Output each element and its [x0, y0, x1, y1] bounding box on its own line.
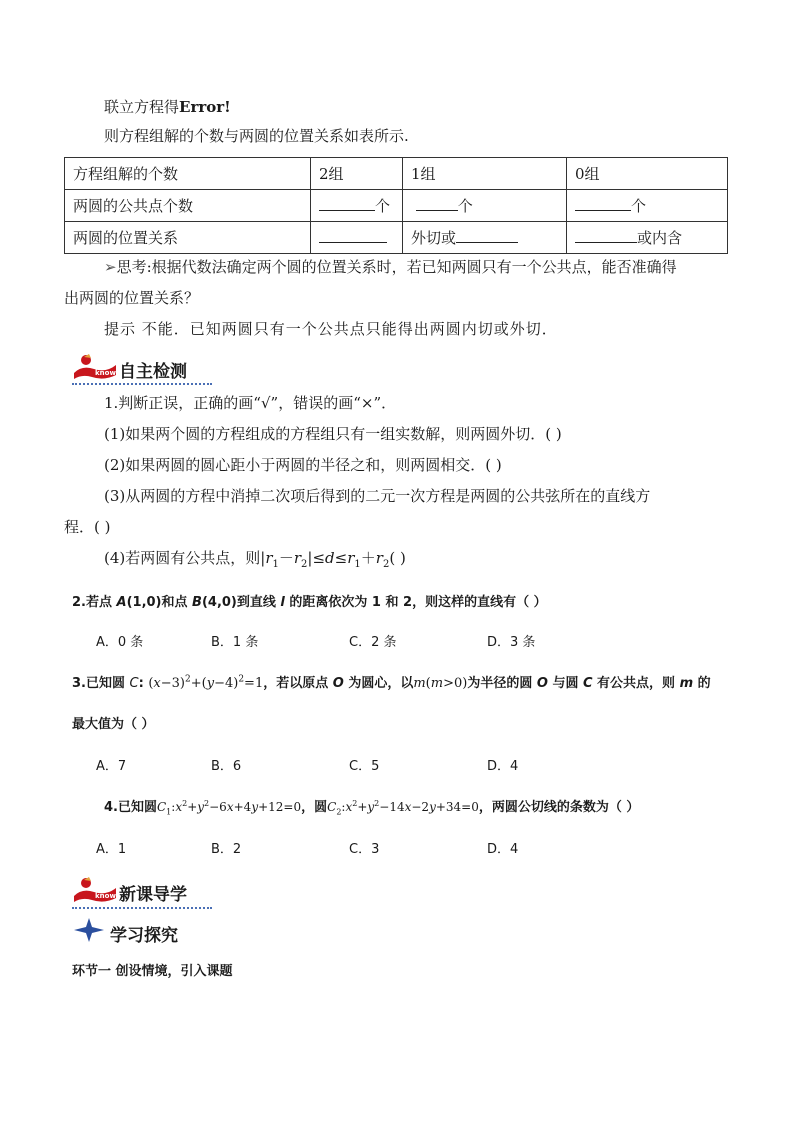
q2-option-a[interactable]: A．0 条: [96, 635, 144, 650]
table-cell: 两圆的位置关系: [65, 222, 311, 254]
q1-item: (3)从两圆的方程中消掉二次项后得到的二元一次方程是两圆的公共弦所在的直线方: [104, 487, 651, 505]
q4-stem: [104, 796, 639, 816]
star-icon: [74, 918, 104, 942]
q3-option-d[interactable]: D．4: [487, 759, 519, 774]
table-cell: [567, 222, 728, 254]
section-title-self-check: 自主检测: [119, 362, 187, 382]
q3-option-c[interactable]: C．5: [349, 759, 380, 774]
blank-prefix: 外切或: [411, 229, 457, 247]
section-title-new-lesson: 新课导学: [119, 885, 187, 905]
section-divider: [72, 907, 212, 909]
table-cell: [567, 190, 728, 222]
q2-stem-part: (4,0)到直线: [201, 595, 281, 610]
table-row: [65, 222, 728, 254]
q2-option-b[interactable]: B．1 条: [211, 635, 259, 650]
q1-item: 程．( ): [64, 518, 111, 536]
q3-stem-part: 3.已知圆: [72, 676, 130, 691]
stage-1-title: 环节一 创设情境，引入课题: [72, 964, 233, 979]
hint-text: 提示 不能．已知两圆只有一个公共点只能得出两圆内切或外切．: [104, 320, 558, 338]
q3-stem: 3.已知圆 C: $(x-3)^2+(y-4)^2=1$，若以原点 O 为圆心，以m(m>0)为半径的圆 O 与圆 C 有公共点，则 m 的: [72, 674, 711, 691]
q4-circle1-equation: $C_1:x^2+y^2-6x+4y+12=0$: [156, 799, 302, 817]
table-cell: 方程组解的个数: [65, 158, 311, 190]
think-line-2: 出两圆的位置关系？: [64, 289, 200, 307]
q3-radius-expr: m(m>0): [413, 676, 468, 691]
q2-option-c[interactable]: C．2 条: [349, 635, 397, 650]
q4-option-c[interactable]: C．3: [349, 842, 380, 857]
svg-text:know: know: [95, 369, 116, 377]
table-cell: [403, 190, 567, 222]
table-cell: [403, 222, 567, 254]
intro-line-1: [104, 97, 231, 117]
q4-circle2-equation: $C_2:x^2+y^2-14x-2y+34=0$: [327, 799, 479, 817]
table-cell: 1组: [403, 158, 567, 190]
think-label: 思考:: [116, 258, 152, 276]
q3-equation: $(x-3)^2+(y-4)^2=1$: [148, 674, 264, 691]
answer-blank: [575, 228, 637, 243]
answer-blank: [319, 228, 387, 243]
q3-stem-part: 与圆: [547, 676, 583, 691]
answer-blank: [319, 196, 375, 211]
table-row: [65, 190, 728, 222]
q3-stem-part: 为半径的圆: [467, 676, 537, 691]
error-text: Error!: [179, 98, 231, 116]
intro-text: 联立方程得: [104, 98, 180, 116]
think-text: 根据代数法确定两个圆的位置关系时，若已知两圆只有一个公共点，能否准确得: [151, 258, 677, 276]
q2-stem: 2.若点 A(1,0)和点 B(4,0)到直线 l 的距离依次为 1 和 2，则这样的直线有（ ）: [72, 595, 547, 610]
blank-suffix: 或内含: [637, 229, 683, 247]
q1-item-4: (4)若两圆有公共点，则$|r_1-r_2|\le d\le r_1+r_2$( ): [104, 549, 406, 570]
answer-blank: [456, 228, 518, 243]
blank-suffix: 个: [375, 197, 391, 215]
q1-item4-prefix: (4)若两圆有公共点，则|: [104, 549, 266, 567]
q3-stem-part: 的: [693, 676, 711, 691]
q3-stem-part: ，若以原点: [263, 676, 333, 691]
q4-option-b[interactable]: B．2: [211, 842, 242, 857]
blank-suffix: 个: [631, 197, 647, 215]
blank-suffix: 个: [457, 197, 473, 215]
q2-stem-part: (1,0)和点: [126, 595, 193, 610]
q2-stem-part: 2.若点: [72, 595, 117, 610]
intro-line-2: 则方程组解的个数与两圆的位置关系如表所示.: [104, 127, 409, 145]
q1-item: (2)如果两圆的圆心距小于两圆的半径之和，则两圆相交．( ): [104, 456, 502, 474]
q3-option-b[interactable]: B．6: [211, 759, 242, 774]
table-row: [65, 158, 728, 190]
table-cell: 2组: [311, 158, 403, 190]
q4-option-d[interactable]: D．4: [487, 842, 519, 857]
q4-option-a[interactable]: A．1: [96, 842, 127, 857]
table-cell: [311, 222, 403, 254]
q3-stem-part: 为圆心，以: [343, 676, 414, 691]
think-line-1: [104, 257, 677, 277]
table-cell: 两圆的公共点个数: [65, 190, 311, 222]
section-divider: [72, 383, 212, 385]
answer-blank: [575, 196, 631, 211]
q3-option-a[interactable]: A．7: [96, 759, 127, 774]
q2-option-d[interactable]: D．3 条: [487, 635, 536, 650]
q1-item: (1)如果两个圆的方程组成的方程组只有一组实数解，则两圆外切．( ): [104, 425, 562, 443]
q2-stem-part: 的距离依次为 1 和 2，则这样的直线有（ ）: [284, 595, 547, 610]
relation-table: [64, 157, 728, 254]
q1-item4-suffix: ( ): [389, 549, 406, 567]
q4-stem-part: ，两圆公切线的条数为（ ）: [478, 800, 640, 815]
section-badge-icon: [72, 351, 118, 383]
q3-stem-part: 有公共点，则: [592, 676, 680, 691]
q1-stem: 1.判断正误，正确的画“√”，错误的画“×”．: [104, 394, 397, 412]
q4-stem-part: 4.已知圆: [104, 800, 157, 815]
arrow-icon: ➢: [104, 258, 117, 276]
section-title-explore: 学习探究: [110, 926, 178, 946]
svg-text:know: know: [95, 892, 116, 900]
table-cell: [311, 190, 403, 222]
table-cell: 0组: [567, 158, 728, 190]
q4-stem-part: ，圆: [301, 800, 328, 815]
section-badge-icon: [72, 874, 118, 906]
answer-blank: [416, 196, 458, 211]
q3-stem-line-2: 最大值为（ ）: [72, 717, 155, 732]
